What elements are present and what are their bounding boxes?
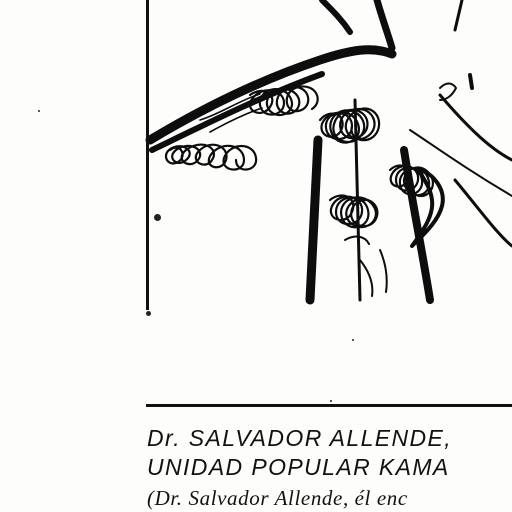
ink-speck: [146, 311, 151, 316]
frame-border-left: [146, 0, 149, 310]
caption-line-3: (Dr. Salvador Allende, él enc: [147, 486, 408, 510]
ink-speck: [352, 339, 354, 341]
ink-speck: [330, 400, 332, 402]
caption-divider: [146, 404, 512, 407]
ink-speck: [38, 110, 40, 112]
caption-line-2: UNIDAD POPULAR KAMA: [147, 454, 450, 480]
caption-line-1: Dr. SALVADOR ALLENDE,: [147, 425, 453, 451]
ink-speck: [154, 214, 161, 221]
photo-caption: [147, 424, 512, 511]
